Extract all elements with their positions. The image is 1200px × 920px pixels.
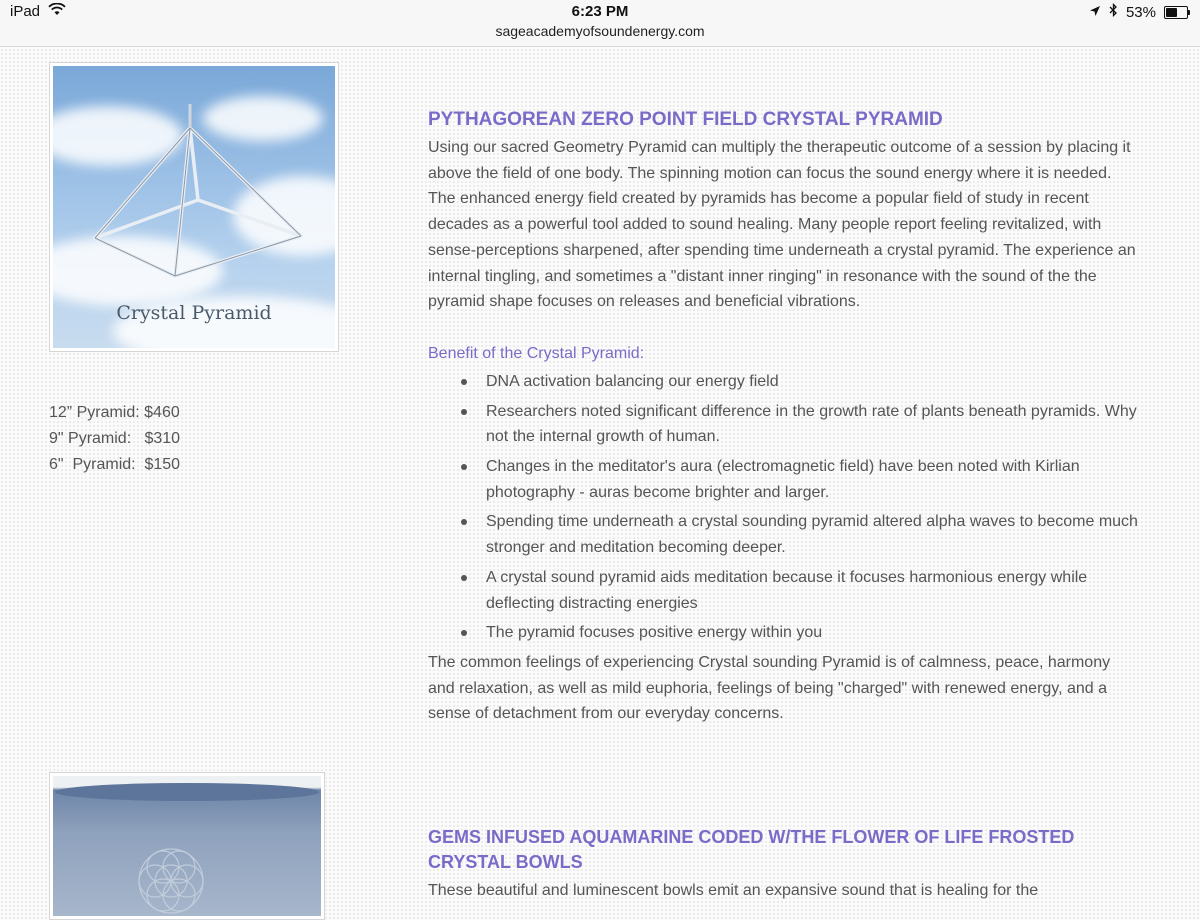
product-2-title: GEMS INFUSED AQUAMARINE CODED W/THE FLOWER OF LIFE FROSTED CRYSTAL BOWLS xyxy=(428,827,1075,872)
benefit-item: DNA activation balancing our energy field xyxy=(486,369,1138,395)
price-9-inch: 9" Pyramid: $310 xyxy=(49,430,181,447)
product-intro: Using our sacred Geometry Pyramid can multiply the therapeutic outcome of a session by placing it above the field of one body. The spinning motion can focus the sound energy where it is needed. The enhanced energy field created by pyramids has become a popular field of study in recent decades as a powerful tool added to sound healing. Many people report feeling revitalized, with sense-perceptions sharpened, after spending time underneath a crystal pyramid. The experience an internal tingling, and sometimes a "distant inner ringing" in resonance with the sound of the the pyramid shape focuses on releases and beneficial vibrations. xyxy=(428,139,1136,311)
product-description xyxy=(428,108,1138,727)
address-url[interactable]: sageacademyofsoundenergy.com xyxy=(495,23,705,39)
battery-level xyxy=(1166,8,1177,17)
status-bar xyxy=(0,0,1200,47)
status-right xyxy=(1089,3,1188,21)
location-arrow-icon xyxy=(1089,4,1101,21)
crystal-bowl-image[interactable] xyxy=(49,772,325,920)
product-2-section xyxy=(428,825,1148,904)
benefits-list xyxy=(428,369,1138,646)
price-6-inch: 6" Pyramid: $150 xyxy=(49,456,181,473)
bluetooth-icon xyxy=(1109,3,1118,21)
status-time: 6:23 PM xyxy=(571,3,629,20)
price-list xyxy=(49,400,180,478)
battery-icon xyxy=(1164,6,1188,19)
benefit-item: The pyramid focuses positive energy within you xyxy=(486,620,1138,646)
benefit-item: Researchers noted significant difference in the growth rate of plants beneath pyramids. Why not the internal growth of human. xyxy=(486,399,1138,450)
benefit-item: Spending time underneath a crystal sounding pyramid altered alpha waves to become much stronger and meditation becoming deeper. xyxy=(486,509,1138,560)
price-12-inch: 12” Pyramid: $460 xyxy=(49,404,180,421)
crystal-pyramid-image[interactable] xyxy=(49,62,339,352)
bowl-photo xyxy=(53,776,321,916)
sky-photo xyxy=(53,66,335,348)
benefits-heading: Benefit of the Crystal Pyramid: xyxy=(428,344,645,362)
battery-percent: 53% xyxy=(1125,3,1156,21)
flower-of-life-icon xyxy=(53,776,321,916)
benefit-item: Changes in the meditator's aura (electromagnetic field) have been noted with Kirlian photography - auras become brighter and larger. xyxy=(486,454,1138,505)
closing-paragraph: The common feelings of experiencing Crystal sounding Pyramid is of calmness, peace, harmony and relaxation, as well as mild euphoria, feelings of being "charged" with renewed energy, and a sense of detachment from our everyday concerns. xyxy=(428,653,1111,723)
benefit-item: A crystal sound pyramid aids meditation because it focuses harmonious energy while deflecting distracting energies xyxy=(486,565,1138,616)
product-title: PYTHAGOREAN ZERO POINT FIELD CRYSTAL PYRAMID xyxy=(428,109,943,130)
device-name: iPad xyxy=(10,3,41,20)
product-2-intro: These beautiful and luminescent bowls emit an expansive sound that is healing for the xyxy=(428,882,1039,899)
image-caption: Crystal Pyramid xyxy=(116,302,272,324)
